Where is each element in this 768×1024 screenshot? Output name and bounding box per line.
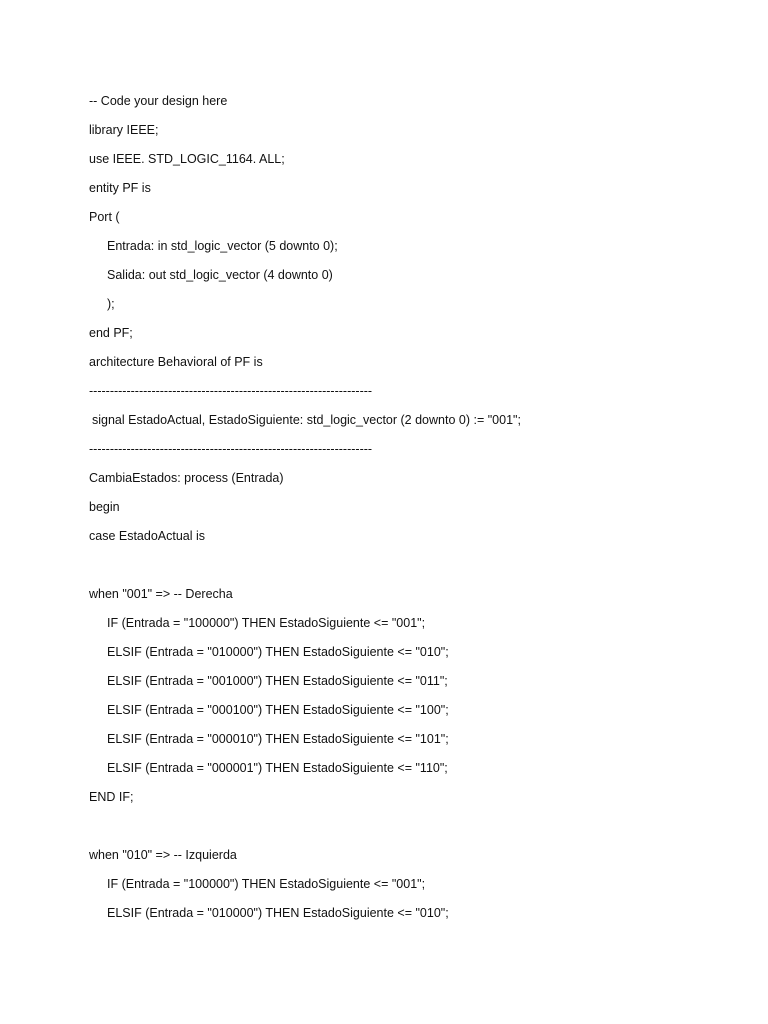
code-line: when "001" => -- Derecha xyxy=(89,587,233,601)
blank-line xyxy=(89,554,749,583)
code-line: ELSIF (Entrada = "010000") THEN EstadoSiguiente <= "010"; xyxy=(107,906,449,920)
code-line: use IEEE. STD_LOGIC_1164. ALL; xyxy=(89,152,285,166)
code-line: end PF; xyxy=(89,326,133,340)
code-line: -------------------------------------------------------------------- xyxy=(89,442,373,456)
code-line: begin xyxy=(89,500,120,514)
code-line: ELSIF (Entrada = "001000") THEN EstadoSiguiente <= "011"; xyxy=(107,674,448,688)
code-line: ELSIF (Entrada = "010000") THEN EstadoSiguiente <= "010"; xyxy=(107,645,449,659)
code-line: IF (Entrada = "100000") THEN EstadoSiguiente <= "001"; xyxy=(107,877,426,891)
code-line: ); xyxy=(107,297,115,311)
code-line: CambiaEstados: process (Entrada) xyxy=(89,471,284,485)
code-line: END IF; xyxy=(89,790,134,804)
code-line: architecture Behavioral of PF is xyxy=(89,355,263,369)
code-line: library IEEE; xyxy=(89,123,159,137)
code-line: Port ( xyxy=(89,210,120,224)
code-line: case EstadoActual is xyxy=(89,529,206,543)
code-line: IF (Entrada = "100000") THEN EstadoSiguiente <= "001"; xyxy=(107,616,426,630)
code-line: Entrada: in std_logic_vector (5 downto 0); xyxy=(107,239,338,253)
code-line: -------------------------------------------------------------------- xyxy=(89,384,373,398)
code-line: ELSIF (Entrada = "000010") THEN EstadoSiguiente <= "101"; xyxy=(107,732,449,746)
code-line: entity PF is xyxy=(89,181,151,195)
code-line: when "010" => -- Izquierda xyxy=(89,848,237,862)
code-line: Salida: out std_logic_vector (4 downto 0) xyxy=(107,268,333,282)
code-line: -- Code your design here xyxy=(89,94,228,108)
code-listing xyxy=(89,90,749,931)
code-line: signal EstadoActual, EstadoSiguiente: std_logic_vector (2 downto 0) := "001"; xyxy=(92,413,521,427)
code-line: ELSIF (Entrada = "000001") THEN EstadoSiguiente <= "110"; xyxy=(107,761,448,775)
blank-line xyxy=(89,815,749,844)
code-line: ELSIF (Entrada = "000100") THEN EstadoSiguiente <= "100"; xyxy=(107,703,449,717)
